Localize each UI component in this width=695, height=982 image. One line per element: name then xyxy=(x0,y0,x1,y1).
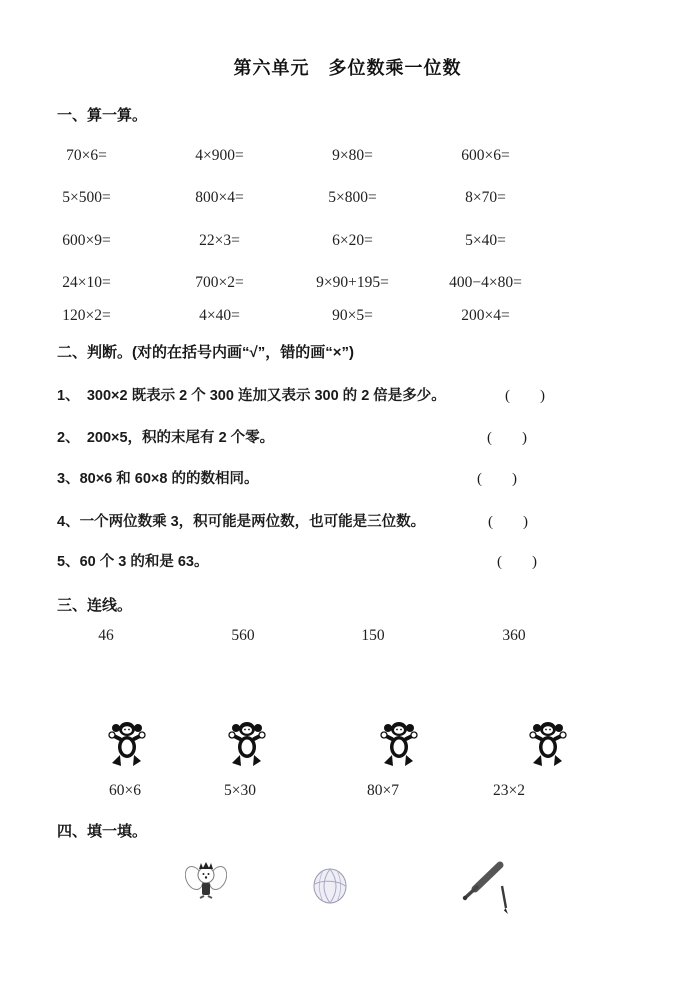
match-expression: 23×2 xyxy=(493,782,525,799)
equation: 120×2= xyxy=(62,307,111,324)
section3-heading: 三、连线。 xyxy=(57,597,133,614)
judge-text: 1、 300×2 既表示 2 个 300 连加又表示 300 的 2 倍是多少。 xyxy=(57,388,446,404)
equation: 700×2= xyxy=(195,274,244,291)
equation: 4×900= xyxy=(195,147,244,164)
match-expression: 5×30 xyxy=(224,782,256,799)
equation: 5×800= xyxy=(328,189,377,206)
calc-row-3 xyxy=(20,232,552,250)
answer-parentheses: ( ) xyxy=(488,514,528,530)
equation: 5×40= xyxy=(465,232,506,249)
monkey-icon xyxy=(228,719,266,769)
equation: 800×4= xyxy=(195,189,244,206)
match-number: 360 xyxy=(502,627,526,644)
answer-parentheses: ( ) xyxy=(487,430,527,446)
page-title: 第六单元 多位数乘一位数 xyxy=(233,58,462,78)
equation: 9×80= xyxy=(332,147,373,164)
match-expression: 60×6 xyxy=(109,782,141,799)
judge-item-4 xyxy=(57,510,657,530)
answer-parentheses: ( ) xyxy=(497,554,537,570)
calc-row-5 xyxy=(20,307,552,325)
match-number: 46 xyxy=(98,627,114,644)
calc-row-1 xyxy=(20,147,552,165)
match-expression: 80×7 xyxy=(367,782,399,799)
basketball-icon xyxy=(311,866,349,906)
equation: 90×5= xyxy=(332,307,373,324)
answer-parentheses: ( ) xyxy=(505,388,545,404)
calc-row-2 xyxy=(20,189,552,207)
judge-text: 5、60 个 3 的和是 63。 xyxy=(57,554,209,570)
monkey-icon xyxy=(108,719,146,769)
judge-text: 4、一个两位数乘 3，积可能是两位数，也可能是三位数。 xyxy=(57,514,426,530)
match-number: 560 xyxy=(231,627,255,644)
judge-text: 2、 200×5，积的末尾有 2 个零。 xyxy=(57,430,275,446)
judge-item-2 xyxy=(57,426,657,446)
equation: 5×500= xyxy=(62,189,111,206)
baseball-bat-and-pen-icon xyxy=(461,856,511,918)
judge-item-1 xyxy=(57,384,657,404)
equation: 200×4= xyxy=(461,307,510,324)
monkey-icon xyxy=(529,719,567,769)
equation: 6×20= xyxy=(332,232,373,249)
monkey-icon xyxy=(380,719,418,769)
section4-heading: 四、填一填。 xyxy=(57,823,148,840)
equation: 70×6= xyxy=(66,147,107,164)
equation: 600×9= xyxy=(62,232,111,249)
judge-item-5 xyxy=(57,550,657,570)
answer-parentheses: ( ) xyxy=(477,471,517,487)
section1-heading: 一、算一算。 xyxy=(57,107,148,124)
equation: 8×70= xyxy=(465,189,506,206)
judge-item-3 xyxy=(57,467,657,487)
judge-text: 3、80×6 和 60×8 的的数相同。 xyxy=(57,471,259,487)
equation: 9×90+195= xyxy=(316,274,389,291)
mouse-icon xyxy=(185,858,227,906)
match-number: 150 xyxy=(361,627,385,644)
equation: 22×3= xyxy=(199,232,240,249)
equation: 4×40= xyxy=(199,307,240,324)
calc-row-4 xyxy=(20,274,552,292)
equation: 600×6= xyxy=(461,147,510,164)
section2-heading: 二、判断。(对的在括号内画“√”，错的画“×”) xyxy=(57,344,354,361)
equation: 400−4×80= xyxy=(449,274,522,291)
equation: 24×10= xyxy=(62,274,111,291)
